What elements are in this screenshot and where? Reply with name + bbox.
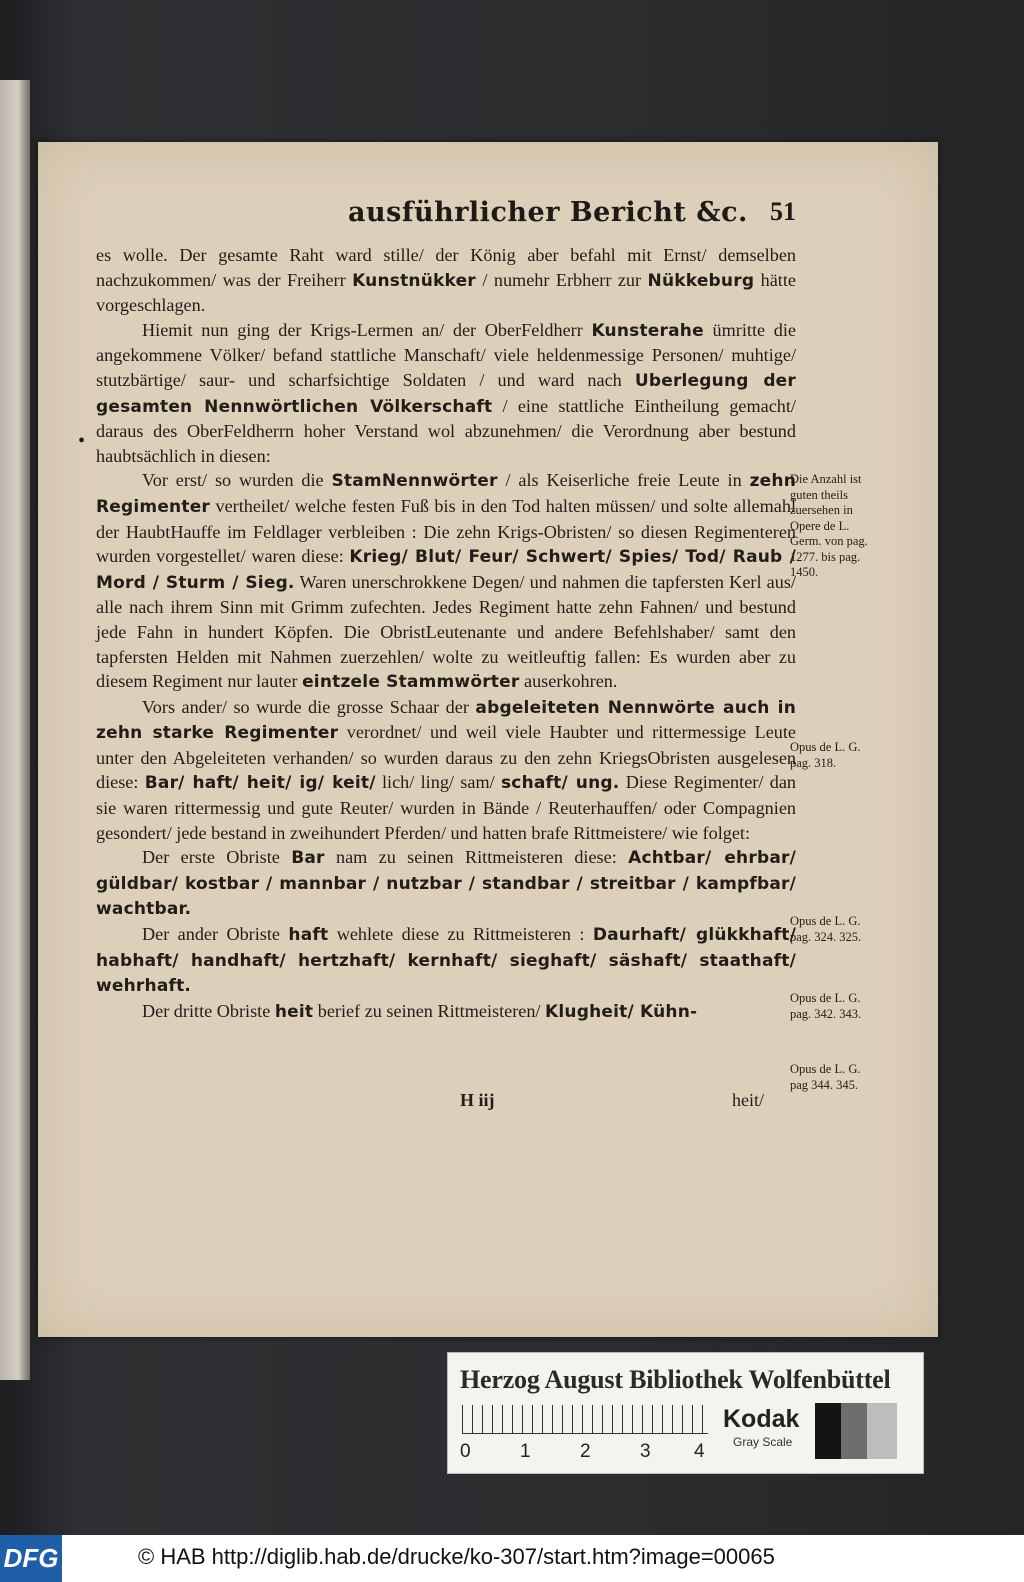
ruler-scale bbox=[462, 1405, 708, 1434]
running-head bbox=[308, 197, 808, 237]
dfg-logo: DFG bbox=[0, 1535, 62, 1582]
paragraph: es wolle. Der gesamte Raht ward stille/ der König aber befahl mit Ernst/ demselben nachzukommen/ was der Freiherr Kunstnükker / numehr Erbherr zur Nükkeburg hätte vorgeschlagen. bbox=[96, 245, 796, 316]
kodak-logo: Kodak bbox=[723, 1405, 800, 1433]
paragraph: Der ander Obriste haft wehlete diese zu Rittmeisteren : Daurhaft/ glükkhaft/ habhaft/ handhaft/ hertzhaft/ kernhaft/ sieghaft/ säshaft/ staathaft/ wehrhaft. bbox=[96, 924, 796, 997]
ruler-number: 0 bbox=[460, 1441, 471, 1462]
book-edge bbox=[0, 80, 30, 1380]
paragraph: Hiemit nun ging der Krigs-Lermen an/ der OberFeldherr Kunsterahe ümritte die angekommene Völker/ befand stattliche Manschaft/ viele heldenmessige Personen/ muhtige/ stutzbärtige/ saur- und scharfsichtige Soldaten / und ward nach Uberlegung der gesamten Nennwörtlichen Völkerschaft / eine stattliche Eintheilung gemacht/ daraus des OberFeldherrn hoher Verstand wol abzunehmen/ die Verordnung aber bestund haubtsächlich in diesen: bbox=[96, 319, 796, 466]
margin-note: Opus de L. G. pag. 318. bbox=[790, 740, 861, 770]
paragraph: Der dritte Obriste heit berief zu seinen Rittmeisteren/ Klugheit/ Kühn- bbox=[142, 1000, 698, 1022]
paragraph: Der erste Obriste Bar nam zu seinen Rittmeisteren diese: Achtbar/ ehrbar/ güldbar/ kostbar / mannbar / nutzbar / standbar / streitbar / kampfbar/ wachtbar. bbox=[96, 847, 796, 920]
ruler-number: 1 bbox=[520, 1441, 531, 1462]
ruler-number: 4 bbox=[694, 1441, 705, 1462]
running-title: ausführlicher Bericht &c. bbox=[348, 197, 748, 228]
ruler-number: 2 bbox=[580, 1441, 591, 1462]
gray-patch bbox=[815, 1403, 841, 1459]
margin-note: Die Anzahl ist guten theils zuersehen in Opere de L. Germ. von pag. 1277. bis pag. 1450. bbox=[790, 472, 868, 579]
catchword: heit/ bbox=[732, 1090, 764, 1110]
gray-patch bbox=[841, 1403, 867, 1459]
library-name: Herzog August Bibliothek Wolfenbüttel bbox=[460, 1365, 891, 1394]
margin-note: Opus de L. G. pag. 342. 343. bbox=[790, 991, 862, 1021]
paragraph: Vor erst/ so wurden die StamNennwörter / als Keiserliche freie Leute in zehn Regimenter vertheilet/ welche festen Fuß bis in den Tod halten müssen/ und solte allemahl der HaubtHauffe im Feldlager verbleiben : Die zehn Krigs-Obristen/ so diesen Regimenteren wurden vorgestellet/ waren diese: Krieg/ Blut/ Feur/ Schwert/ Spies/ Tod/ Raub / Mord / Sturm / Sieg. Waren unerschrokkene Degen/ und nahmen die tapfersten Kerl aus/ alle nach ihrem Sinn mit Grimm zufechten. Jedes Regiment hatte zehn Fahnen/ und bestund jede Fahn in hundert Köpfen. Die ObristLeutenante und andere Befehlshaber/ samt den tapfersten Helden mit Nahmen zuerzehlen/ wolte zu weitleuftig fallen: Es wurden aber zu diesem Regiment nur lauter eintzele Stammwörter auserkohren. bbox=[96, 470, 796, 693]
margin-note: Opus de L. G. pag. 324. 325. bbox=[790, 914, 862, 944]
gray-patch bbox=[867, 1403, 897, 1459]
copyright-link[interactable]: © HAB http://diglib.hab.de/drucke/ko-307/start.htm?image=00065 bbox=[138, 1544, 775, 1569]
ruler-number: 3 bbox=[640, 1441, 651, 1462]
book-page bbox=[38, 142, 938, 1337]
page-number: 51 bbox=[770, 197, 796, 226]
footer-bar bbox=[0, 1535, 1024, 1582]
gray-scale-label: Gray Scale bbox=[733, 1435, 793, 1449]
signature-mark: H iij bbox=[460, 1090, 495, 1110]
ruler-numbers bbox=[456, 1441, 726, 1465]
paragraph: Vors ander/ so wurde die grosse Schaar der abgeleiteten Nennwörte auch in zehn starke Regimenter verordnet/ und weil viele Haubter und rittermessige Leute unter den Abgeleiteten verhanden/ so wurden daraus zu den zehn KriegsObristen ausgelesen diese: Bar/ haft/ heit/ ig/ keit/ lich/ ling/ sam/ schaft/ ung. Diese Regimenter/ dan sie waren rittermessig und gute Reuter/ wurden in Bände / Reuterhauffen/ oder Compagnien gesondert/ jede bestand in zweihundert Pferden/ und hatten brafe Rittmeistere/ wie folget: bbox=[96, 696, 796, 843]
body-text bbox=[96, 243, 796, 1024]
margin-note: Opus de L. G. pag 344. 345. bbox=[790, 1062, 861, 1092]
margin-dot: • bbox=[78, 430, 86, 452]
color-target-card bbox=[447, 1352, 924, 1474]
